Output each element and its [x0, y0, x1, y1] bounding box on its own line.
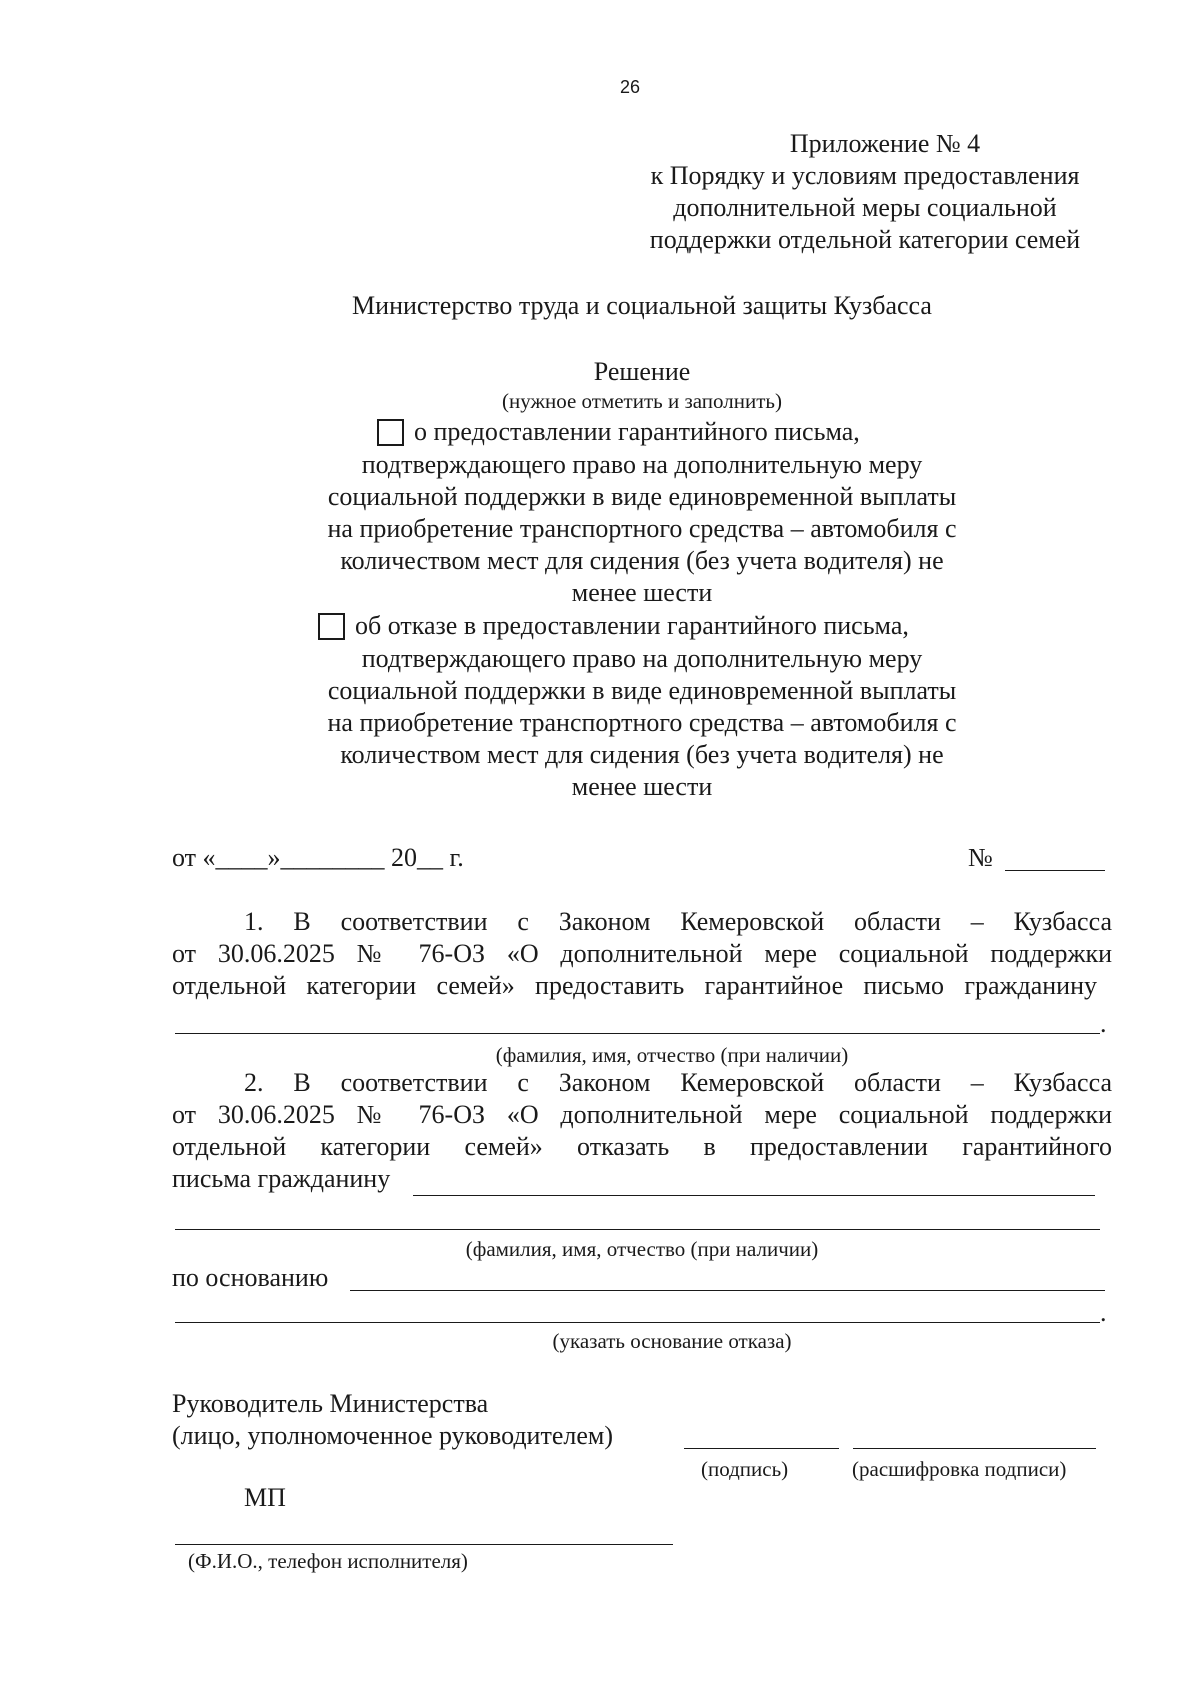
- decision-title: Решение: [593, 357, 691, 386]
- signature-caption: (подпись): [701, 1457, 789, 1481]
- executor-caption: (Ф.И.О., телефон исполнителя): [188, 1549, 468, 1573]
- paragraph-1-line-2: от 30.06.2025 № 76-ОЗ «О дополнительной мере социальной поддержки: [172, 939, 1112, 968]
- option-refusal-text: [172, 643, 1112, 803]
- option-refusal-line: количеством мест для сидения (без учета водителя) не: [340, 740, 944, 769]
- paragraph-1-line-3: отдельной категории семей» предоставить гарантийное письмо гражданину: [172, 971, 1097, 1000]
- paragraph-1-caption: (фамилия, имя, отчество (при наличии): [495, 1043, 849, 1067]
- paragraph-2-caption: (фамилия, имя, отчество (при наличии): [465, 1237, 819, 1261]
- signature-decode-line[interactable]: [853, 1448, 1096, 1449]
- head-authorized: (лицо, уполномоченное руководителем): [172, 1421, 613, 1450]
- page-number: 26: [620, 77, 641, 97]
- option-refusal-first-line: об отказе в предоставлении гарантийного письма,: [355, 611, 909, 640]
- basis-line-2[interactable]: [175, 1322, 1100, 1323]
- signature-line[interactable]: [684, 1448, 839, 1449]
- citizen-name-line-2a[interactable]: [413, 1195, 1095, 1196]
- number-label: №: [968, 843, 993, 872]
- paragraph-1-dot: .: [1100, 1009, 1107, 1038]
- head-title: Руководитель Министерства: [172, 1389, 489, 1418]
- paragraph-2-line-3: отдельной категории семей» отказать в предоставлении гарантийного: [172, 1132, 1112, 1161]
- option-grant-checkbox[interactable]: [377, 419, 404, 446]
- option-refusal-line: на приобретение транспортного средства – автомобиля с: [327, 708, 957, 737]
- paragraph-2-line-2: от 30.06.2025 № 76-ОЗ «О дополнительной мере социальной поддержки: [172, 1100, 1112, 1129]
- appendix-line-1: к Порядку и условиям предоставления: [650, 161, 1080, 190]
- appendix-line-3: поддержки отдельной категории семей: [649, 225, 1081, 254]
- paragraph-2: [172, 1067, 1112, 1195]
- stamp-label: МП: [244, 1483, 286, 1512]
- basis-label: по основанию: [172, 1263, 329, 1292]
- decision-instruction: (нужное отметить и заполнить): [502, 389, 782, 413]
- number-field-line[interactable]: [1005, 870, 1105, 871]
- basis-dot: .: [1100, 1298, 1107, 1327]
- paragraph-2-line-4: письма гражданину: [172, 1164, 391, 1193]
- date-field[interactable]: от «____»________ 20__ г.: [172, 843, 464, 872]
- option-refusal-checkbox[interactable]: [318, 613, 345, 640]
- basis-caption: (указать основание отказа): [552, 1329, 792, 1353]
- paragraph-1: [172, 906, 1112, 1002]
- option-refusal-line: социальной поддержки в виде единовременной выплаты: [327, 676, 957, 705]
- option-grant-line: на приобретение транспортного средства – автомобиля с: [327, 514, 957, 543]
- option-grant-line: подтверждающего право на дополнительную меру: [361, 450, 923, 479]
- ministry-name: Министерство труда и социальной защиты Кузбасса: [352, 291, 932, 320]
- appendix-block: [620, 128, 1110, 256]
- option-grant-text: [172, 449, 1112, 609]
- appendix-line-2: дополнительной меры социальной: [673, 193, 1057, 222]
- option-refusal-line: менее шести: [571, 772, 713, 801]
- signature-decode-caption: (расшифровка подписи): [852, 1457, 1067, 1481]
- citizen-name-line-1[interactable]: [175, 1033, 1100, 1034]
- paragraph-1-line-1: 1. В соответствии с Законом Кемеровской области – Кузбасса: [244, 907, 1112, 936]
- executor-line[interactable]: [175, 1544, 673, 1545]
- option-grant-first-line: о предоставлении гарантийного письма,: [414, 417, 860, 446]
- option-grant-line: количеством мест для сидения (без учета водителя) не: [340, 546, 944, 575]
- option-grant-line: менее шести: [571, 578, 713, 607]
- basis-line-1[interactable]: [350, 1290, 1105, 1291]
- option-refusal-line: подтверждающего право на дополнительную меру: [361, 644, 923, 673]
- citizen-name-line-2b[interactable]: [175, 1229, 1100, 1230]
- appendix-title: Приложение № 4: [789, 129, 981, 158]
- option-grant-line: социальной поддержки в виде единовременной выплаты: [327, 482, 957, 511]
- paragraph-2-line-1: 2. В соответствии с Законом Кемеровской области – Кузбасса: [244, 1068, 1112, 1097]
